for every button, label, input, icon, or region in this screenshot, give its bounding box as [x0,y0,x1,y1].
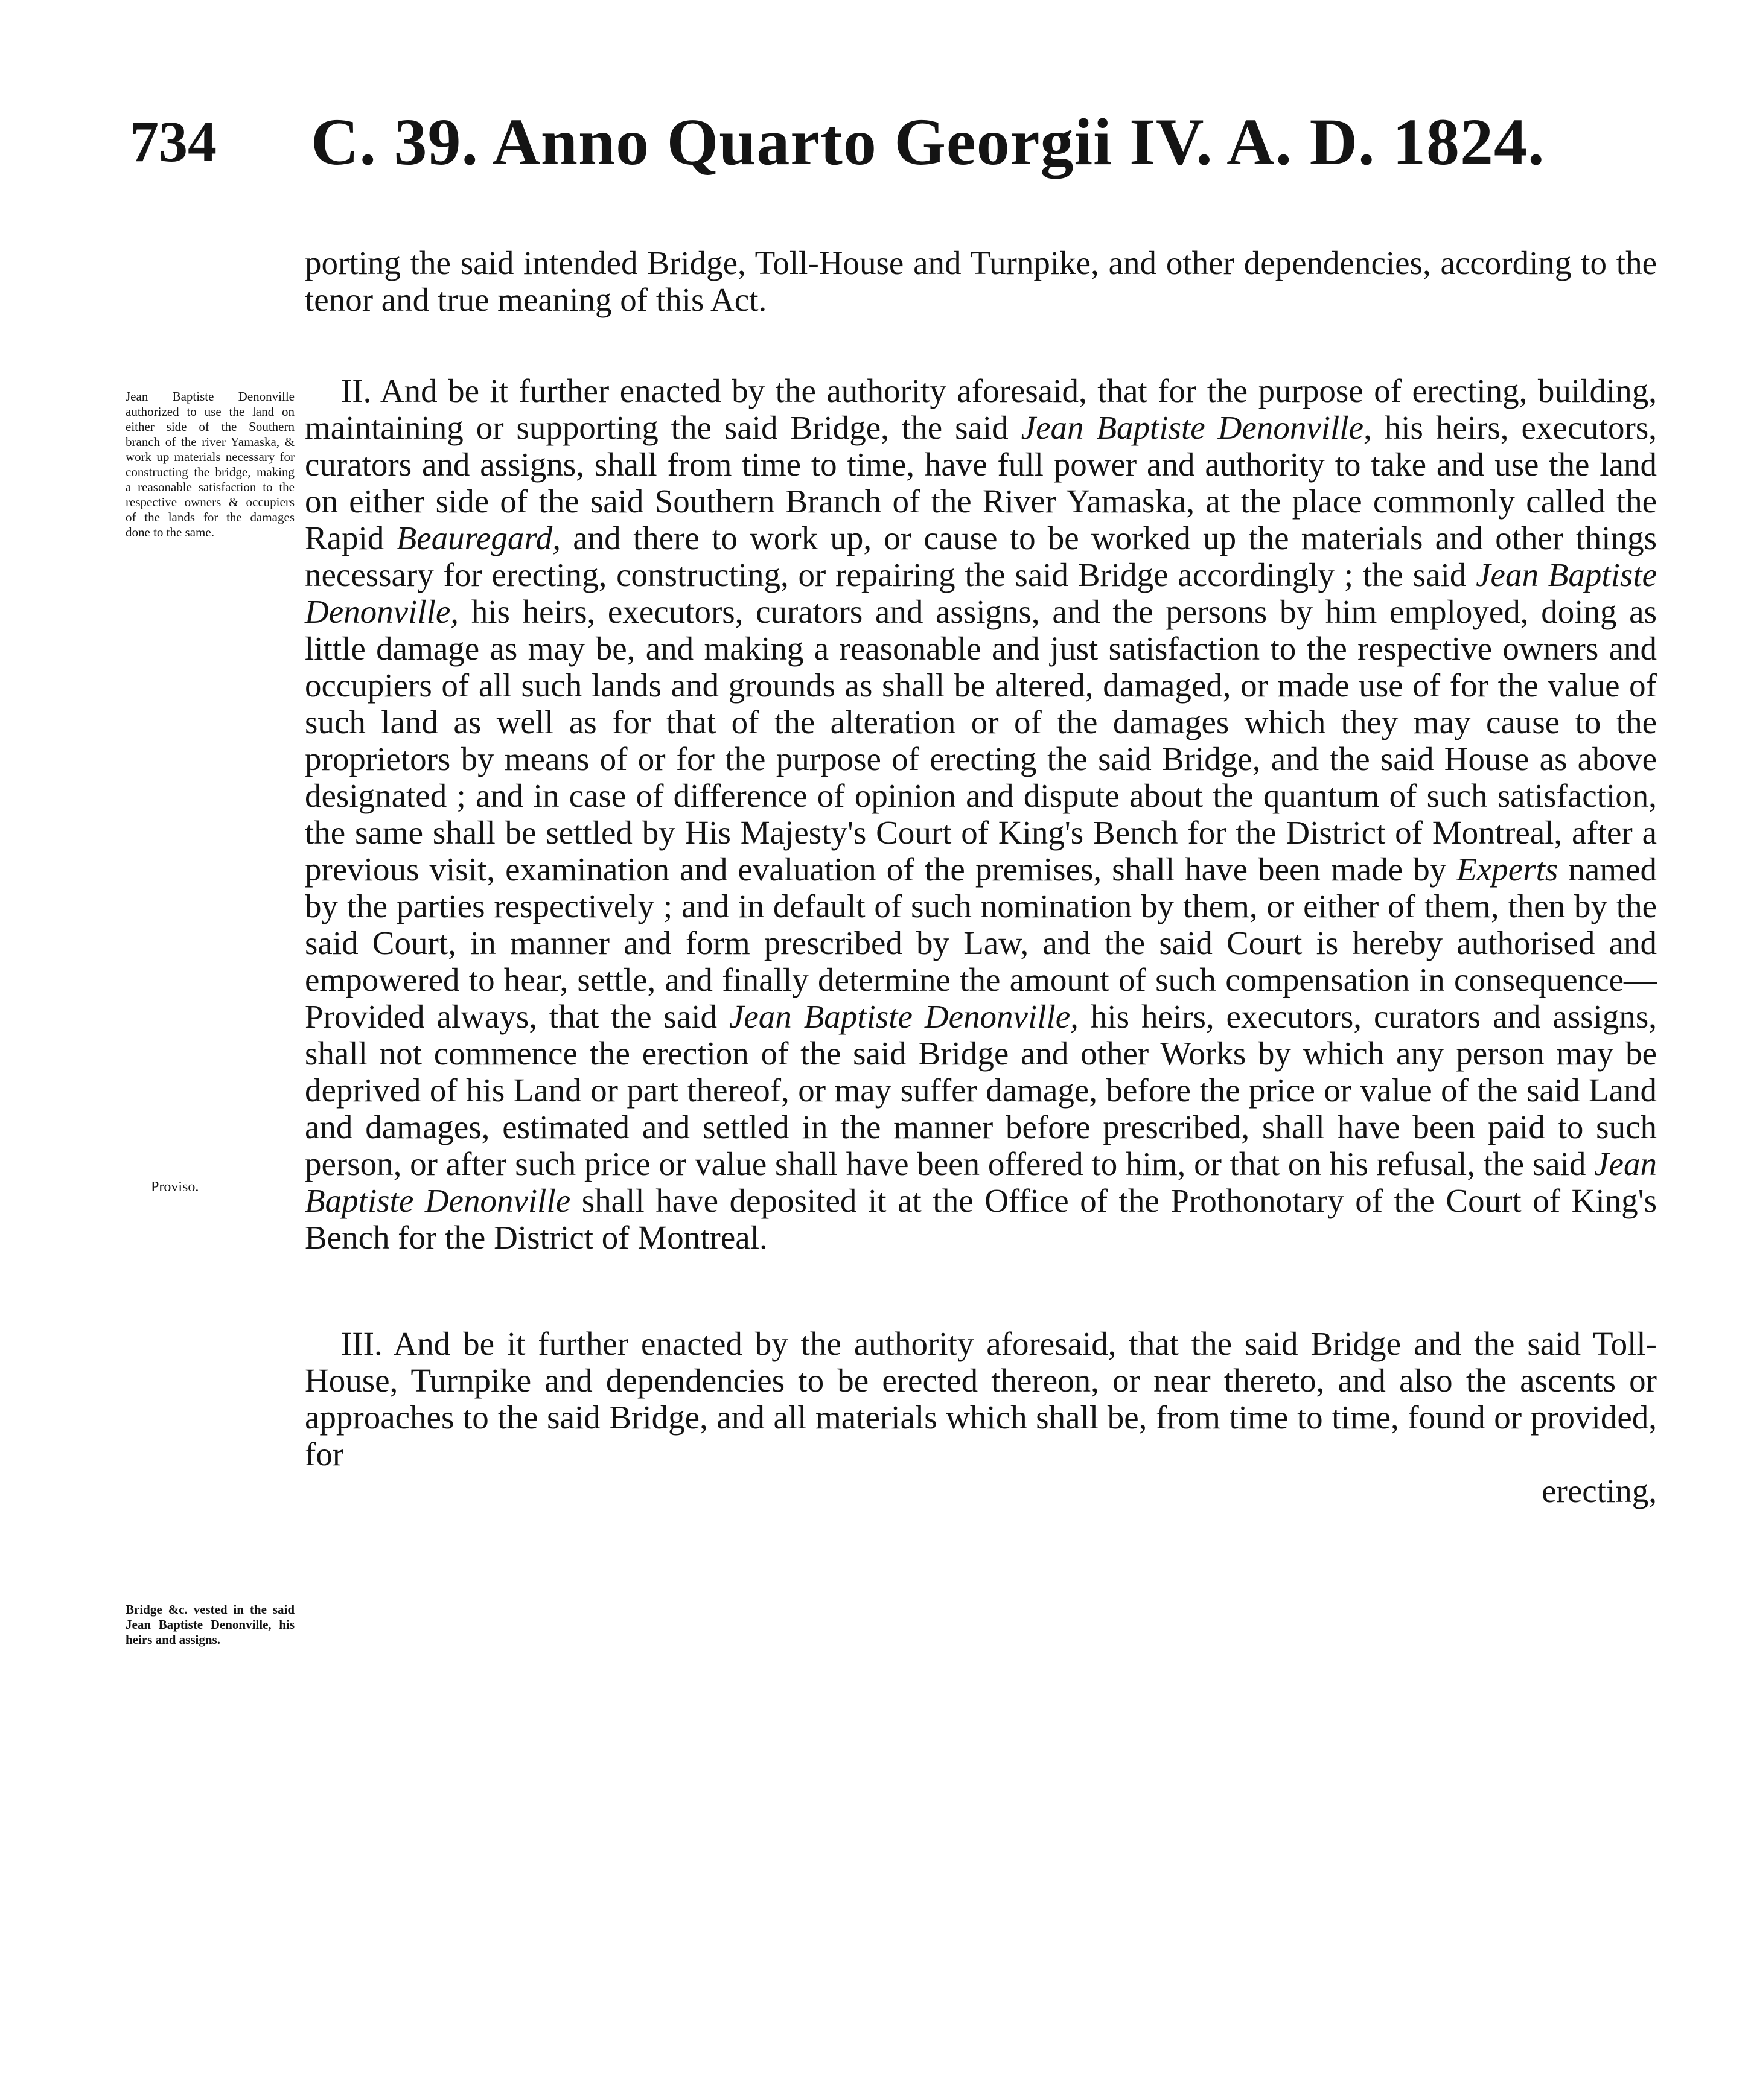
italic-place: Beauregard, [396,520,561,556]
margin-note-bridge-vested: Bridge &c. vested in the said Jean Baptiste Denonville, his heirs and assigns. [126,1602,295,1647]
page-number: 734 [130,109,217,174]
text-run: his heirs, executors, curators and assigns, and the persons by him employed, doing as little damage as may be, and making a reasonable and just satisfaction to the respective owners and occupiers of all such lands and grounds as shall be altered, damaged, or made use of for the value of such land as well as for that of the alteration or of the damages which they may cause to the proprietors by means of or for the purpose of erecting the said Bridge, and the said House as above designated ; and in case of difference of opinion and dispute about the quantum of such satisfaction, the same shall be settled by His Majesty's Court of King's Bench for the District of Montreal, after a previous visit, examination and evaluation of the premises, shall have been made by [305,593,1657,888]
paragraph-continuation: porting the said intended Bridge, Toll-House and Turnpike, and other dependencies, according to the tenor and true meaning of this Act. [305,244,1657,318]
text-run: his heirs, executors, curators and assigns, shall from time to time, have full power and authority to take and use the land on either side of the said Southern Branch of the River Yamaska, at the place commonly called the Rapid [305,409,1657,556]
margin-note-land-use: Jean Baptiste Denonville authorized to use the land on either side of the Southern branch of the river Yamaska, & work up materials necessary for constructing the bridge, making a reasonable satisfaction to the respective owners & occupiers of the lands for the damages done to the same. [126,389,295,539]
catchword: erecting, [1542,1472,1657,1509]
italic-name: Jean Baptiste Denonville, [1021,409,1372,446]
text-run: and there to work up, or cause to be worked up the materials and other things necessary for erecting, constructing, or repairing the said Bridge accordingly ; the said [305,520,1657,593]
paragraph-section-iii: III. And be it further enacted by the authority aforesaid, that the said Bridge and the said Toll-House, Turnpike and dependencies to be erected thereon, or near thereto, and also the ascents or approaches to the said Bridge, and all materials which shall be, from time to time, found or provided, for [305,1325,1657,1472]
italic-name: Jean Baptiste Denonville, [729,998,1079,1035]
italic-name: Jean Baptiste Denonville [305,1145,1657,1219]
body-text [305,244,1657,1509]
running-title: C. 39. Anno Quarto Georgii IV. A. D. 1824. [311,105,1545,179]
italic-name: Jean Baptiste Denonville, [305,556,1657,630]
text-run: his heirs, executors, curators and assigns, shall not commence the erection of the said Bridge and other Works by which any person may be deprived of his Land or part thereof, or may suffer damage, before the price or value of the said Land and damages, estimated and settled in the manner before prescribed, shall have been paid to such person, or after such price or value shall have been offered to him, or that on his refusal, the said [305,998,1657,1182]
paragraph-section-ii [305,372,1657,1256]
text-run: II. And be it further enacted by the authority aforesaid, that for the purpose of erecting, building, maintaining or supporting the said Bridge, the said [305,372,1657,446]
page-header [130,100,1663,190]
margin-note-proviso: Proviso. [151,1179,199,1195]
italic-term: Experts [1456,851,1558,888]
text-run: shall have deposited it at the Office of the Prothonotary of the Court of King's Bench for the District of Montreal. [305,1182,1657,1256]
text-run: named by the parties respectively ; and in default of such nomination by them, or either of them, then by the said Court, in manner and form prescribed by Law, and the said Court is hereby authorised and empowered to hear, settle, and finally determine the amount of such compensation in consequence—Provided always, that the said [305,851,1657,1035]
